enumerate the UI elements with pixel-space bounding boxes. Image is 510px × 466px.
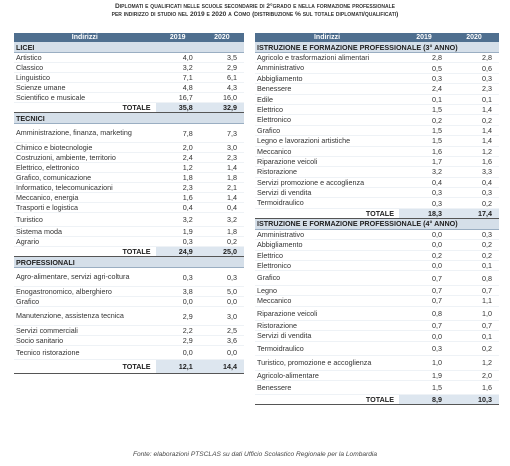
table-row bbox=[255, 271, 499, 285]
row-label: Riparazione veicoli bbox=[255, 306, 399, 320]
value-2020: 0,3 bbox=[449, 188, 499, 198]
value-2019: 7,8 bbox=[156, 124, 200, 143]
value-2019: 2,4 bbox=[156, 153, 200, 163]
row-label: Benessere bbox=[255, 84, 399, 94]
value-2020: 1,8 bbox=[200, 173, 244, 183]
table-row bbox=[255, 63, 499, 73]
header-indirizzi: Indirizzi bbox=[14, 33, 156, 42]
value-2019: 1,0 bbox=[399, 356, 449, 370]
row-label: Grafico bbox=[255, 271, 399, 285]
total-2020: 17,4 bbox=[449, 208, 499, 218]
value-2019: 2,0 bbox=[156, 143, 200, 153]
header-2019: 2019 bbox=[399, 33, 449, 42]
total-2019: 12,1 bbox=[156, 360, 200, 374]
table-row bbox=[255, 53, 499, 63]
right-table bbox=[255, 33, 499, 405]
section-header bbox=[14, 113, 244, 124]
table-row bbox=[255, 261, 499, 271]
table-row bbox=[14, 73, 244, 83]
row-label: Agro-alimentare, servizi agri-coltura bbox=[14, 268, 156, 287]
value-2019: 0,8 bbox=[399, 306, 449, 320]
table-row bbox=[255, 306, 499, 320]
row-label: Amministrazione, finanza, marketing bbox=[14, 124, 156, 143]
value-2019: 2,9 bbox=[156, 336, 200, 346]
table-row bbox=[14, 287, 244, 297]
value-2019: 0,0 bbox=[399, 261, 449, 271]
value-2020: 1,6 bbox=[449, 156, 499, 166]
value-2019: 2,2 bbox=[156, 326, 200, 336]
total-label: TOTALE bbox=[14, 103, 156, 113]
total-label: TOTALE bbox=[14, 360, 156, 374]
table-row bbox=[14, 213, 244, 227]
row-label: Ristorazione bbox=[255, 167, 399, 177]
value-2020: 0,2 bbox=[449, 341, 499, 355]
row-label: Manutenzione, assistenza tecnica bbox=[14, 307, 156, 326]
table-row bbox=[255, 198, 499, 208]
total-2020: 14,4 bbox=[200, 360, 244, 374]
total-2019: 35,8 bbox=[156, 103, 200, 113]
table-row bbox=[255, 167, 499, 177]
section-header bbox=[255, 218, 499, 229]
value-2019: 0,5 bbox=[399, 63, 449, 73]
table-row bbox=[14, 203, 244, 213]
row-label: Socio sanitario bbox=[14, 336, 156, 346]
table-row bbox=[14, 143, 244, 153]
value-2020: 0,1 bbox=[449, 261, 499, 271]
table-row bbox=[14, 124, 244, 143]
row-label: Grafico bbox=[255, 125, 399, 135]
row-label: Tecnico ristorazione bbox=[14, 346, 156, 360]
value-2020: 1,2 bbox=[449, 146, 499, 156]
table-row bbox=[14, 297, 244, 307]
section-header bbox=[255, 42, 499, 53]
row-label: Meccanico bbox=[255, 146, 399, 156]
value-2019: 1,7 bbox=[399, 156, 449, 166]
table-row bbox=[255, 136, 499, 146]
row-label: Turistico bbox=[14, 213, 156, 227]
value-2020: 0,3 bbox=[449, 73, 499, 83]
table-row bbox=[255, 356, 499, 370]
header-2020: 2020 bbox=[200, 33, 244, 42]
row-label: Trasporti e logistica bbox=[14, 203, 156, 213]
table-header-row bbox=[14, 33, 244, 42]
value-2019: 0,7 bbox=[399, 320, 449, 330]
row-label: Enogastronomico, alberghiero bbox=[14, 287, 156, 297]
row-label: Elettrico bbox=[255, 250, 399, 260]
row-label: Agrario bbox=[14, 237, 156, 247]
value-2020: 0,1 bbox=[449, 331, 499, 341]
row-label: Sistema moda bbox=[14, 227, 156, 237]
value-2019: 0,3 bbox=[399, 188, 449, 198]
value-2020: 3,0 bbox=[200, 143, 244, 153]
table-row bbox=[14, 336, 244, 346]
row-label: Chimico e biotecnologie bbox=[14, 143, 156, 153]
value-2019: 2,8 bbox=[399, 53, 449, 63]
value-2020: 1,6 bbox=[449, 380, 499, 394]
value-2019: 4,0 bbox=[156, 53, 200, 63]
total-row bbox=[14, 360, 244, 374]
value-2019: 0,1 bbox=[399, 94, 449, 104]
total-2019: 18,3 bbox=[399, 208, 449, 218]
table-row bbox=[255, 188, 499, 198]
row-label: Classico bbox=[14, 63, 156, 73]
table-row bbox=[255, 320, 499, 330]
value-2020: 0,6 bbox=[449, 63, 499, 73]
value-2019: 3,2 bbox=[156, 213, 200, 227]
value-2019: 2,4 bbox=[399, 84, 449, 94]
value-2019: 0,4 bbox=[399, 177, 449, 187]
total-row bbox=[255, 395, 499, 405]
value-2020: 1,4 bbox=[200, 193, 244, 203]
value-2020: 4,3 bbox=[200, 83, 244, 93]
value-2019: 0,3 bbox=[399, 341, 449, 355]
value-2020: 0,0 bbox=[200, 346, 244, 360]
value-2020: 3,2 bbox=[200, 213, 244, 227]
total-2019: 24,9 bbox=[156, 247, 200, 257]
table-row bbox=[14, 193, 244, 203]
table-row bbox=[255, 115, 499, 125]
value-2019: 1,6 bbox=[399, 146, 449, 156]
header-indirizzi: Indirizzi bbox=[255, 33, 399, 42]
value-2020: 0,7 bbox=[449, 285, 499, 295]
row-label: Abbigliamento bbox=[255, 73, 399, 83]
left-table bbox=[14, 33, 244, 374]
table-row bbox=[14, 346, 244, 360]
value-2019: 1,2 bbox=[156, 163, 200, 173]
value-2019: 1,5 bbox=[399, 136, 449, 146]
header-2019: 2019 bbox=[156, 33, 200, 42]
row-label: Elettrico, elettronico bbox=[14, 163, 156, 173]
value-2020: 3,5 bbox=[200, 53, 244, 63]
value-2020: 5,0 bbox=[200, 287, 244, 297]
value-2019: 2,3 bbox=[156, 183, 200, 193]
value-2019: 1,6 bbox=[156, 193, 200, 203]
value-2020: 2,0 bbox=[449, 370, 499, 380]
header-2020: 2020 bbox=[449, 33, 499, 42]
value-2020: 0,4 bbox=[200, 203, 244, 213]
page-title bbox=[0, 3, 510, 19]
table-row bbox=[14, 53, 244, 63]
row-label: Legno e lavorazioni artistiche bbox=[255, 136, 399, 146]
row-label: Grafico bbox=[14, 297, 156, 307]
table-row bbox=[255, 240, 499, 250]
table-row bbox=[14, 93, 244, 103]
value-2020: 1,4 bbox=[200, 163, 244, 173]
row-label: Termoidraulico bbox=[255, 198, 399, 208]
value-2019: 3,2 bbox=[399, 167, 449, 177]
value-2020: 2,3 bbox=[449, 84, 499, 94]
left-table-body bbox=[14, 42, 244, 374]
section-title: TECNICI bbox=[14, 113, 244, 124]
title-line-1: Diplomati e qualificati nelle scuole secondarie di 2°grado e nella formazione professionale bbox=[115, 3, 395, 10]
value-2019: 0,2 bbox=[399, 250, 449, 260]
row-label: Informatico, telecomunicazioni bbox=[14, 183, 156, 193]
total-2020: 32,9 bbox=[200, 103, 244, 113]
total-2020: 25,0 bbox=[200, 247, 244, 257]
value-2020: 2,5 bbox=[200, 326, 244, 336]
value-2020: 3,0 bbox=[200, 307, 244, 326]
section-title: LICEI bbox=[14, 42, 244, 53]
row-label: Grafico, comunicazione bbox=[14, 173, 156, 183]
value-2020: 0,2 bbox=[449, 115, 499, 125]
row-label: Amministrativo bbox=[255, 63, 399, 73]
value-2020: 0,2 bbox=[200, 237, 244, 247]
value-2020: 0,1 bbox=[449, 94, 499, 104]
value-2020: 0,2 bbox=[449, 198, 499, 208]
row-label: Agricolo-alimentare bbox=[255, 370, 399, 380]
total-label: TOTALE bbox=[14, 247, 156, 257]
table-row bbox=[255, 250, 499, 260]
table-header-row bbox=[255, 33, 499, 42]
value-2020: 1,4 bbox=[449, 104, 499, 114]
table-row bbox=[14, 237, 244, 247]
value-2019: 0,0 bbox=[156, 346, 200, 360]
value-2019: 0,0 bbox=[399, 240, 449, 250]
total-row bbox=[14, 103, 244, 113]
row-label: Agricolo e trasformazioni alimentari bbox=[255, 53, 399, 63]
section-header bbox=[14, 257, 244, 268]
table-row bbox=[255, 125, 499, 135]
value-2019: 0,3 bbox=[156, 237, 200, 247]
value-2020: 6,1 bbox=[200, 73, 244, 83]
row-label: Elettrico bbox=[255, 104, 399, 114]
table-row bbox=[255, 285, 499, 295]
value-2020: 1,1 bbox=[449, 296, 499, 306]
row-label: Scientifico e musicale bbox=[14, 93, 156, 103]
table-row bbox=[14, 307, 244, 326]
value-2020: 0,2 bbox=[449, 250, 499, 260]
table-row bbox=[255, 296, 499, 306]
total-row bbox=[255, 208, 499, 218]
value-2020: 0,2 bbox=[449, 240, 499, 250]
table-row bbox=[14, 83, 244, 93]
table-row bbox=[14, 268, 244, 287]
row-label: Elettronico bbox=[255, 115, 399, 125]
title-line-2: per indirizzo di studio nel 2019 e 2020 a Como (distribuzione % sul totale diplomati/qualificati) bbox=[111, 11, 399, 19]
value-2019: 7,1 bbox=[156, 73, 200, 83]
row-label: Meccanico, energia bbox=[14, 193, 156, 203]
row-label: Elettronico bbox=[255, 261, 399, 271]
table-row bbox=[255, 94, 499, 104]
value-2019: 0,0 bbox=[156, 297, 200, 307]
value-2020: 1,2 bbox=[449, 356, 499, 370]
table-row bbox=[255, 73, 499, 83]
row-label: Benessere bbox=[255, 380, 399, 394]
table-row bbox=[14, 227, 244, 237]
table-row bbox=[255, 156, 499, 166]
total-2020: 10,3 bbox=[449, 395, 499, 405]
value-2019: 0,3 bbox=[399, 198, 449, 208]
value-2019: 1,5 bbox=[399, 125, 449, 135]
section-title: PROFESSIONALI bbox=[14, 257, 244, 268]
value-2020: 2,1 bbox=[200, 183, 244, 193]
row-label: Termoidraulico bbox=[255, 341, 399, 355]
value-2019: 0,3 bbox=[399, 73, 449, 83]
source-note: Fonte: elaborazioni PTSCLAS su dati Ufficio Scolastico Regionale per la Lombardia bbox=[132, 451, 378, 458]
value-2020: 16,0 bbox=[200, 93, 244, 103]
row-label: Linguistico bbox=[14, 73, 156, 83]
row-label: Artistico bbox=[14, 53, 156, 63]
value-2020: 0,0 bbox=[200, 297, 244, 307]
table-row bbox=[14, 173, 244, 183]
row-label: Scienze umane bbox=[14, 83, 156, 93]
value-2020: 1,4 bbox=[449, 136, 499, 146]
value-2020: 0,4 bbox=[449, 177, 499, 187]
value-2019: 0,2 bbox=[399, 115, 449, 125]
table-row bbox=[14, 63, 244, 73]
table-row bbox=[255, 229, 499, 239]
value-2019: 0,3 bbox=[156, 268, 200, 287]
row-label: Ristorazione bbox=[255, 320, 399, 330]
value-2019: 3,2 bbox=[156, 63, 200, 73]
table-row bbox=[255, 104, 499, 114]
row-label: Riparazione veicoli bbox=[255, 156, 399, 166]
value-2019: 1,8 bbox=[156, 173, 200, 183]
value-2019: 0,7 bbox=[399, 296, 449, 306]
section-title: ISTRUZIONE E FORMAZIONE PROFESSIONALE (3° ANNO) bbox=[255, 42, 499, 53]
row-label: Abbigliamento bbox=[255, 240, 399, 250]
value-2020: 0,3 bbox=[449, 229, 499, 239]
value-2020: 2,8 bbox=[449, 53, 499, 63]
value-2019: 1,5 bbox=[399, 380, 449, 394]
row-label: Servizi promozione e accoglienza bbox=[255, 177, 399, 187]
row-label: Servizi di vendita bbox=[255, 331, 399, 341]
table-row bbox=[255, 380, 499, 394]
value-2020: 1,0 bbox=[449, 306, 499, 320]
value-2020: 3,3 bbox=[449, 167, 499, 177]
value-2020: 2,9 bbox=[200, 63, 244, 73]
value-2020: 3,6 bbox=[200, 336, 244, 346]
table-row bbox=[14, 153, 244, 163]
value-2020: 0,8 bbox=[449, 271, 499, 285]
total-label: TOTALE bbox=[255, 208, 399, 218]
value-2019: 0,7 bbox=[399, 285, 449, 295]
value-2019: 16,7 bbox=[156, 93, 200, 103]
table-row bbox=[14, 163, 244, 173]
section-title: ISTRUZIONE E FORMAZIONE PROFESSIONALE (4° ANNO) bbox=[255, 218, 499, 229]
row-label: Costruzioni, ambiente, territorio bbox=[14, 153, 156, 163]
row-label: Servizi di vendita bbox=[255, 188, 399, 198]
row-label: Meccanico bbox=[255, 296, 399, 306]
right-table-body bbox=[255, 42, 499, 405]
value-2019: 1,9 bbox=[399, 370, 449, 380]
value-2019: 3,8 bbox=[156, 287, 200, 297]
value-2020: 7,3 bbox=[200, 124, 244, 143]
value-2019: 2,9 bbox=[156, 307, 200, 326]
value-2019: 0,0 bbox=[399, 331, 449, 341]
row-label: Turistico, promozione e accoglienza bbox=[255, 356, 399, 370]
value-2020: 0,7 bbox=[449, 320, 499, 330]
total-row bbox=[14, 247, 244, 257]
table-row bbox=[255, 341, 499, 355]
row-label: Servizi commerciali bbox=[14, 326, 156, 336]
value-2020: 1,4 bbox=[449, 125, 499, 135]
total-2019: 8,9 bbox=[399, 395, 449, 405]
value-2019: 4,8 bbox=[156, 83, 200, 93]
section-header bbox=[14, 42, 244, 53]
total-label: TOTALE bbox=[255, 395, 399, 405]
row-label: Edile bbox=[255, 94, 399, 104]
row-label: Legno bbox=[255, 285, 399, 295]
table-row bbox=[255, 84, 499, 94]
row-label: Amministrativo bbox=[255, 229, 399, 239]
value-2019: 0,4 bbox=[156, 203, 200, 213]
value-2019: 1,5 bbox=[399, 104, 449, 114]
table-row bbox=[255, 177, 499, 187]
value-2020: 0,3 bbox=[200, 268, 244, 287]
value-2019: 0,7 bbox=[399, 271, 449, 285]
table-row bbox=[255, 370, 499, 380]
table-row bbox=[14, 326, 244, 336]
value-2020: 1,8 bbox=[200, 227, 244, 237]
value-2019: 0,0 bbox=[399, 229, 449, 239]
table-row bbox=[14, 183, 244, 193]
table-row bbox=[255, 331, 499, 341]
value-2020: 2,3 bbox=[200, 153, 244, 163]
value-2019: 1,9 bbox=[156, 227, 200, 237]
table-row bbox=[255, 146, 499, 156]
